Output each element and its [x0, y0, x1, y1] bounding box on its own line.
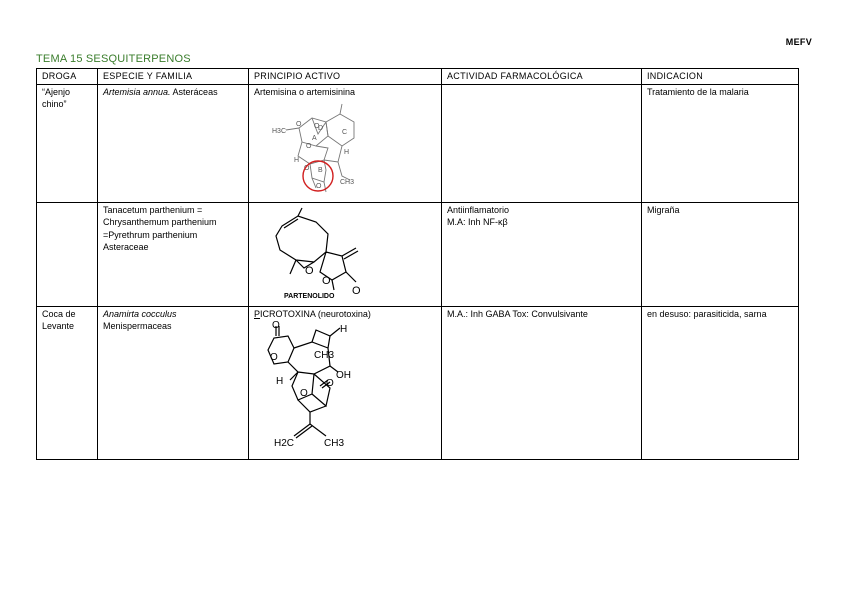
- mol-label: H: [276, 376, 284, 387]
- mol-label: C: [342, 129, 348, 136]
- drug-line: Coca de: [42, 308, 76, 319]
- mol-label: H: [340, 324, 348, 335]
- picrotoxin-structure: [254, 320, 374, 455]
- mol-label: B: [318, 167, 323, 174]
- drug-line: Levante: [42, 321, 75, 331]
- mol-label: O: [322, 274, 331, 287]
- mol-label: A: [312, 135, 317, 142]
- cell-especie: [98, 84, 249, 202]
- species-name: Artemisia annua.: [103, 86, 171, 97]
- compound-name: [254, 308, 436, 321]
- species-name: Anamirta cocculus: [103, 308, 177, 319]
- compound-label: PARTENOLIDO: [284, 292, 335, 300]
- family-name: Menispermaceas: [103, 321, 172, 331]
- mol-label: O: [296, 121, 302, 128]
- table-row: [37, 306, 799, 459]
- cell-principio: [249, 84, 442, 202]
- mol-label: CH3: [314, 350, 335, 361]
- cell-droga: “Ajenjo chino”: [37, 84, 98, 202]
- column-header-principio: PRINCIPIO ACTIVO: [249, 69, 442, 85]
- sesquiterpenes-table: [36, 68, 799, 460]
- column-header-especie: ESPECIE Y FAMILIA: [98, 69, 249, 85]
- cell-actividad: [442, 84, 642, 202]
- species-line: Asteraceae: [103, 242, 149, 252]
- activity-line: Antiinflamatorio: [447, 204, 510, 215]
- species-line: Tanacetum parthenium =: [103, 204, 203, 215]
- mol-label: O: [304, 165, 310, 172]
- species-line: Chrysanthemum parthenium: [103, 217, 217, 227]
- mol-label: H2C: [274, 438, 295, 449]
- compound-rest: ICROTOXINA (neurotoxina): [260, 308, 371, 319]
- mol-label: O: [316, 183, 322, 190]
- cell-indicacion: Tratamiento de la malaria: [642, 84, 799, 202]
- mol-label: H: [344, 149, 350, 156]
- column-header-indicacion: INDICACION: [642, 69, 799, 85]
- cell-indicacion: Migraña: [642, 202, 799, 306]
- mol-label: O: [270, 352, 278, 363]
- table-header-row: [37, 69, 799, 85]
- table-row: [37, 202, 799, 306]
- mol-label: CH3: [340, 179, 355, 186]
- mol-label: D: [318, 125, 324, 132]
- mol-label: O: [305, 264, 314, 277]
- mol-label: O: [306, 143, 312, 150]
- table-row: [37, 84, 799, 202]
- mol-label: O: [272, 320, 280, 331]
- page-title: TEMA 15 SESQUITERPENOS: [36, 53, 191, 65]
- parthenolide-structure: [254, 204, 374, 300]
- mol-label: H: [294, 157, 300, 164]
- compound-name: Artemisina o artemisinina: [254, 86, 356, 97]
- cell-principio: [249, 202, 442, 306]
- column-header-actividad: ACTIVIDAD FARMACOLÓGICA: [442, 69, 642, 85]
- mol-label: H3C: [272, 128, 287, 135]
- species-line: =Pyrethrum parthenium: [103, 229, 198, 240]
- cell-actividad: M.A.: Inh GABA Tox: Convulsivante: [442, 306, 642, 459]
- mol-label: O: [326, 378, 334, 389]
- cell-droga: [37, 306, 98, 459]
- mol-label: O: [300, 388, 308, 399]
- family-name: Asteráceas: [170, 86, 218, 97]
- mol-label: O: [352, 284, 361, 297]
- mol-label: CH3: [324, 438, 345, 449]
- column-header-droga: DROGA: [37, 69, 98, 85]
- compound-initial: P: [254, 308, 261, 319]
- artemisinin-structure: [254, 98, 374, 196]
- cell-principio: [249, 306, 442, 459]
- cell-indicacion: en desuso: parasiticida, sarna: [642, 306, 799, 459]
- author-initials: MEFV: [785, 37, 812, 47]
- cell-especie: [98, 306, 249, 459]
- cell-droga: [37, 202, 98, 306]
- cell-actividad: [442, 202, 642, 306]
- cell-especie: [98, 202, 249, 306]
- mol-label: O: [314, 123, 320, 130]
- activity-line: M.A: Inh NF-κβ: [447, 217, 508, 227]
- mol-label: OH: [336, 370, 351, 381]
